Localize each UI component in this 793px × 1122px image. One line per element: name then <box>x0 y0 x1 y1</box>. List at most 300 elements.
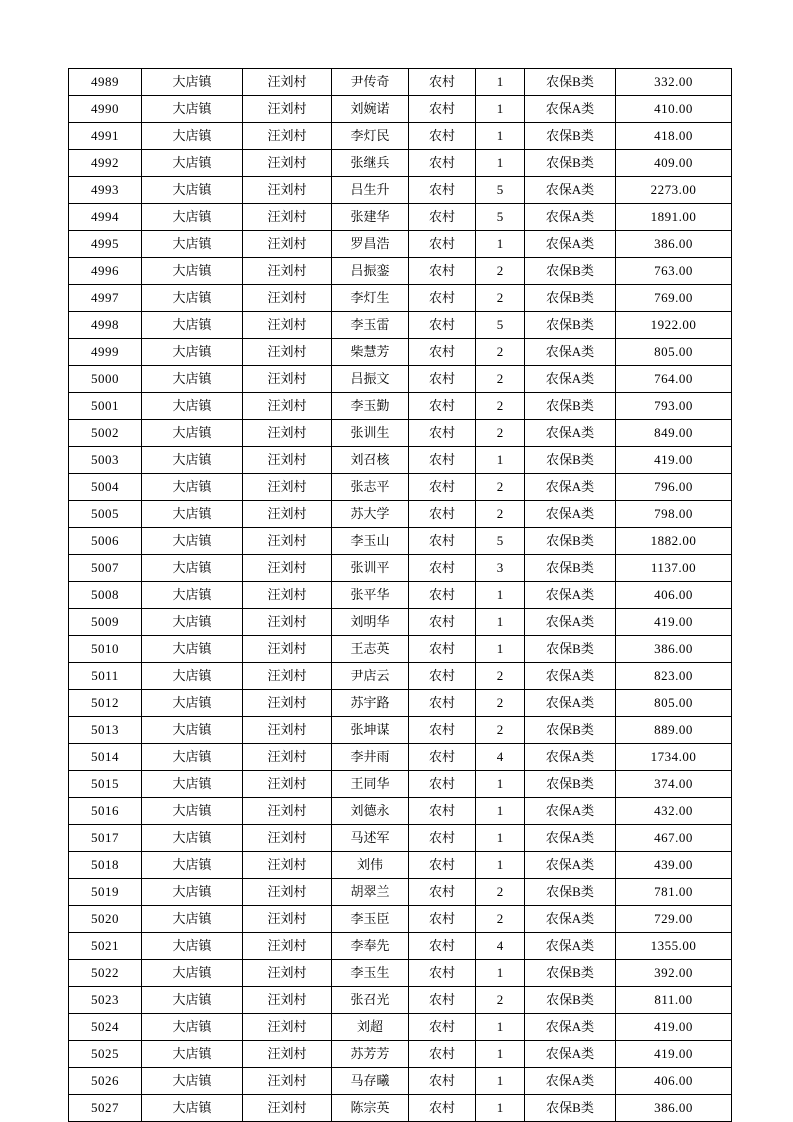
cell-town: 大店镇 <box>142 177 243 204</box>
cell-town: 大店镇 <box>142 798 243 825</box>
cell-person-count: 2 <box>476 501 525 528</box>
cell-name: 张召光 <box>332 987 409 1014</box>
cell-name: 苏大学 <box>332 501 409 528</box>
cell-person-count: 1 <box>476 447 525 474</box>
cell-insurance-category: 农保A类 <box>525 501 616 528</box>
table-row <box>69 339 732 366</box>
cell-person-count: 2 <box>476 906 525 933</box>
cell-village: 汪刘村 <box>243 69 332 96</box>
table-row <box>69 906 732 933</box>
cell-person-count: 1 <box>476 960 525 987</box>
table-row <box>69 204 732 231</box>
cell-household-type: 农村 <box>409 825 476 852</box>
cell-town: 大店镇 <box>142 555 243 582</box>
cell-name: 张继兵 <box>332 150 409 177</box>
cell-household-type: 农村 <box>409 177 476 204</box>
insurance-roster-table <box>68 68 732 1122</box>
table-row <box>69 420 732 447</box>
cell-town: 大店镇 <box>142 258 243 285</box>
cell-person-count: 2 <box>476 420 525 447</box>
cell-name: 张训生 <box>332 420 409 447</box>
cell-amount: 419.00 <box>616 447 732 474</box>
table-row <box>69 150 732 177</box>
cell-insurance-category: 农保B类 <box>525 636 616 663</box>
cell-name: 李玉雷 <box>332 312 409 339</box>
cell-town: 大店镇 <box>142 933 243 960</box>
cell-insurance-category: 农保A类 <box>525 1014 616 1041</box>
cell-amount: 1922.00 <box>616 312 732 339</box>
cell-amount: 805.00 <box>616 690 732 717</box>
cell-amount: 798.00 <box>616 501 732 528</box>
cell-village: 汪刘村 <box>243 582 332 609</box>
cell-town: 大店镇 <box>142 771 243 798</box>
cell-town: 大店镇 <box>142 150 243 177</box>
cell-village: 汪刘村 <box>243 501 332 528</box>
cell-insurance-category: 农保B类 <box>525 987 616 1014</box>
cell-amount: 1137.00 <box>616 555 732 582</box>
cell-household-type: 农村 <box>409 204 476 231</box>
cell-town: 大店镇 <box>142 339 243 366</box>
cell-id: 5016 <box>69 798 142 825</box>
cell-town: 大店镇 <box>142 690 243 717</box>
cell-town: 大店镇 <box>142 231 243 258</box>
cell-household-type: 农村 <box>409 555 476 582</box>
cell-village: 汪刘村 <box>243 258 332 285</box>
cell-insurance-category: 农保B类 <box>525 879 616 906</box>
cell-name: 李玉生 <box>332 960 409 987</box>
cell-person-count: 2 <box>476 366 525 393</box>
cell-insurance-category: 农保B类 <box>525 123 616 150</box>
cell-village: 汪刘村 <box>243 852 332 879</box>
cell-household-type: 农村 <box>409 366 476 393</box>
cell-village: 汪刘村 <box>243 879 332 906</box>
cell-household-type: 农村 <box>409 339 476 366</box>
cell-insurance-category: 农保A类 <box>525 366 616 393</box>
cell-amount: 386.00 <box>616 636 732 663</box>
cell-person-count: 1 <box>476 582 525 609</box>
cell-id: 4995 <box>69 231 142 258</box>
cell-household-type: 农村 <box>409 744 476 771</box>
table-row <box>69 1014 732 1041</box>
cell-town: 大店镇 <box>142 366 243 393</box>
cell-name: 马述军 <box>332 825 409 852</box>
cell-amount: 2273.00 <box>616 177 732 204</box>
cell-person-count: 4 <box>476 744 525 771</box>
cell-household-type: 农村 <box>409 501 476 528</box>
cell-person-count: 4 <box>476 933 525 960</box>
cell-household-type: 农村 <box>409 474 476 501</box>
cell-amount: 889.00 <box>616 717 732 744</box>
cell-household-type: 农村 <box>409 852 476 879</box>
cell-village: 汪刘村 <box>243 1041 332 1068</box>
table-row <box>69 771 732 798</box>
cell-person-count: 5 <box>476 204 525 231</box>
cell-household-type: 农村 <box>409 1068 476 1095</box>
cell-person-count: 2 <box>476 258 525 285</box>
cell-insurance-category: 农保A类 <box>525 204 616 231</box>
table-row <box>69 474 732 501</box>
cell-village: 汪刘村 <box>243 771 332 798</box>
cell-name: 张训平 <box>332 555 409 582</box>
cell-id: 5002 <box>69 420 142 447</box>
cell-person-count: 1 <box>476 96 525 123</box>
cell-id: 4998 <box>69 312 142 339</box>
cell-town: 大店镇 <box>142 582 243 609</box>
table-row <box>69 1041 732 1068</box>
cell-amount: 386.00 <box>616 1095 732 1122</box>
cell-town: 大店镇 <box>142 1014 243 1041</box>
cell-amount: 849.00 <box>616 420 732 447</box>
cell-town: 大店镇 <box>142 123 243 150</box>
cell-amount: 769.00 <box>616 285 732 312</box>
cell-id: 5013 <box>69 717 142 744</box>
cell-village: 汪刘村 <box>243 636 332 663</box>
cell-town: 大店镇 <box>142 1095 243 1122</box>
cell-town: 大店镇 <box>142 609 243 636</box>
table-row <box>69 744 732 771</box>
cell-name: 刘婉诺 <box>332 96 409 123</box>
cell-id: 5025 <box>69 1041 142 1068</box>
cell-household-type: 农村 <box>409 582 476 609</box>
table-row <box>69 231 732 258</box>
cell-id: 5027 <box>69 1095 142 1122</box>
cell-household-type: 农村 <box>409 771 476 798</box>
cell-household-type: 农村 <box>409 1095 476 1122</box>
cell-person-count: 1 <box>476 150 525 177</box>
cell-household-type: 农村 <box>409 258 476 285</box>
cell-village: 汪刘村 <box>243 474 332 501</box>
cell-town: 大店镇 <box>142 744 243 771</box>
cell-amount: 729.00 <box>616 906 732 933</box>
table-row <box>69 501 732 528</box>
cell-id: 5003 <box>69 447 142 474</box>
cell-name: 尹传奇 <box>332 69 409 96</box>
cell-village: 汪刘村 <box>243 528 332 555</box>
cell-person-count: 1 <box>476 1014 525 1041</box>
cell-id: 5024 <box>69 1014 142 1041</box>
table-row <box>69 960 732 987</box>
cell-insurance-category: 农保B类 <box>525 771 616 798</box>
table-row <box>69 1068 732 1095</box>
cell-insurance-category: 农保B类 <box>525 393 616 420</box>
cell-household-type: 农村 <box>409 906 476 933</box>
cell-village: 汪刘村 <box>243 1068 332 1095</box>
cell-village: 汪刘村 <box>243 285 332 312</box>
cell-town: 大店镇 <box>142 636 243 663</box>
cell-village: 汪刘村 <box>243 420 332 447</box>
cell-town: 大店镇 <box>142 204 243 231</box>
cell-amount: 1355.00 <box>616 933 732 960</box>
cell-amount: 811.00 <box>616 987 732 1014</box>
cell-household-type: 农村 <box>409 663 476 690</box>
cell-town: 大店镇 <box>142 312 243 339</box>
cell-name: 吕生升 <box>332 177 409 204</box>
cell-insurance-category: 农保B类 <box>525 1095 616 1122</box>
cell-amount: 763.00 <box>616 258 732 285</box>
cell-insurance-category: 农保A类 <box>525 474 616 501</box>
cell-id: 4997 <box>69 285 142 312</box>
cell-person-count: 1 <box>476 771 525 798</box>
cell-id: 5020 <box>69 906 142 933</box>
cell-village: 汪刘村 <box>243 339 332 366</box>
cell-person-count: 1 <box>476 1041 525 1068</box>
cell-id: 5007 <box>69 555 142 582</box>
cell-insurance-category: 农保A类 <box>525 609 616 636</box>
cell-id: 5010 <box>69 636 142 663</box>
cell-village: 汪刘村 <box>243 177 332 204</box>
cell-insurance-category: 农保B类 <box>525 150 616 177</box>
cell-village: 汪刘村 <box>243 366 332 393</box>
cell-person-count: 1 <box>476 609 525 636</box>
cell-name: 李奉先 <box>332 933 409 960</box>
cell-id: 5005 <box>69 501 142 528</box>
table-row <box>69 555 732 582</box>
cell-person-count: 2 <box>476 474 525 501</box>
cell-village: 汪刘村 <box>243 204 332 231</box>
cell-town: 大店镇 <box>142 69 243 96</box>
cell-id: 5021 <box>69 933 142 960</box>
cell-id: 4994 <box>69 204 142 231</box>
cell-insurance-category: 农保B类 <box>525 555 616 582</box>
cell-household-type: 农村 <box>409 960 476 987</box>
cell-amount: 410.00 <box>616 96 732 123</box>
cell-insurance-category: 农保A类 <box>525 231 616 258</box>
cell-id: 4999 <box>69 339 142 366</box>
cell-name: 张志平 <box>332 474 409 501</box>
cell-amount: 419.00 <box>616 1041 732 1068</box>
cell-person-count: 2 <box>476 393 525 420</box>
cell-id: 5018 <box>69 852 142 879</box>
cell-amount: 764.00 <box>616 366 732 393</box>
cell-town: 大店镇 <box>142 825 243 852</box>
cell-village: 汪刘村 <box>243 960 332 987</box>
cell-household-type: 农村 <box>409 690 476 717</box>
cell-insurance-category: 农保B类 <box>525 258 616 285</box>
cell-name: 王同华 <box>332 771 409 798</box>
cell-id: 5026 <box>69 1068 142 1095</box>
cell-id: 4989 <box>69 69 142 96</box>
cell-household-type: 农村 <box>409 96 476 123</box>
cell-insurance-category: 农保A类 <box>525 1041 616 1068</box>
cell-town: 大店镇 <box>142 474 243 501</box>
cell-person-count: 1 <box>476 1068 525 1095</box>
cell-name: 张平华 <box>332 582 409 609</box>
table-row <box>69 1095 732 1122</box>
cell-person-count: 1 <box>476 852 525 879</box>
cell-person-count: 1 <box>476 636 525 663</box>
cell-village: 汪刘村 <box>243 1014 332 1041</box>
cell-person-count: 5 <box>476 312 525 339</box>
cell-amount: 439.00 <box>616 852 732 879</box>
cell-household-type: 农村 <box>409 798 476 825</box>
cell-amount: 796.00 <box>616 474 732 501</box>
cell-village: 汪刘村 <box>243 393 332 420</box>
cell-name: 李玉勤 <box>332 393 409 420</box>
cell-id: 4992 <box>69 150 142 177</box>
cell-id: 5000 <box>69 366 142 393</box>
cell-insurance-category: 农保A类 <box>525 933 616 960</box>
cell-name: 柴慧芳 <box>332 339 409 366</box>
cell-name: 吕振文 <box>332 366 409 393</box>
cell-name: 刘明华 <box>332 609 409 636</box>
cell-name: 苏宇路 <box>332 690 409 717</box>
table-row <box>69 123 732 150</box>
cell-household-type: 农村 <box>409 393 476 420</box>
cell-id: 5008 <box>69 582 142 609</box>
cell-household-type: 农村 <box>409 285 476 312</box>
table-body <box>69 69 732 1122</box>
cell-insurance-category: 农保A类 <box>525 177 616 204</box>
cell-amount: 793.00 <box>616 393 732 420</box>
cell-insurance-category: 农保B类 <box>525 69 616 96</box>
cell-person-count: 1 <box>476 1095 525 1122</box>
table-row <box>69 798 732 825</box>
cell-village: 汪刘村 <box>243 312 332 339</box>
cell-person-count: 2 <box>476 690 525 717</box>
table-row <box>69 393 732 420</box>
cell-household-type: 农村 <box>409 879 476 906</box>
cell-town: 大店镇 <box>142 987 243 1014</box>
cell-person-count: 1 <box>476 123 525 150</box>
cell-town: 大店镇 <box>142 501 243 528</box>
cell-insurance-category: 农保B类 <box>525 285 616 312</box>
cell-id: 5017 <box>69 825 142 852</box>
cell-village: 汪刘村 <box>243 447 332 474</box>
cell-household-type: 农村 <box>409 123 476 150</box>
table-row <box>69 825 732 852</box>
cell-person-count: 2 <box>476 879 525 906</box>
cell-insurance-category: 农保A类 <box>525 420 616 447</box>
cell-town: 大店镇 <box>142 906 243 933</box>
table-row <box>69 528 732 555</box>
cell-village: 汪刘村 <box>243 717 332 744</box>
cell-id: 5014 <box>69 744 142 771</box>
cell-id: 5009 <box>69 609 142 636</box>
table-row <box>69 717 732 744</box>
cell-insurance-category: 农保B类 <box>525 528 616 555</box>
table-row <box>69 609 732 636</box>
cell-insurance-category: 农保B类 <box>525 960 616 987</box>
cell-id: 4993 <box>69 177 142 204</box>
cell-amount: 467.00 <box>616 825 732 852</box>
cell-person-count: 2 <box>476 663 525 690</box>
cell-id: 5023 <box>69 987 142 1014</box>
cell-person-count: 5 <box>476 177 525 204</box>
cell-insurance-category: 农保A类 <box>525 798 616 825</box>
cell-insurance-category: 农保A类 <box>525 906 616 933</box>
cell-name: 马存曦 <box>332 1068 409 1095</box>
cell-village: 汪刘村 <box>243 933 332 960</box>
cell-village: 汪刘村 <box>243 123 332 150</box>
cell-id: 5015 <box>69 771 142 798</box>
cell-town: 大店镇 <box>142 663 243 690</box>
cell-id: 5019 <box>69 879 142 906</box>
cell-town: 大店镇 <box>142 96 243 123</box>
cell-name: 罗昌浩 <box>332 231 409 258</box>
cell-village: 汪刘村 <box>243 744 332 771</box>
cell-town: 大店镇 <box>142 960 243 987</box>
cell-insurance-category: 农保A类 <box>525 663 616 690</box>
table-row <box>69 285 732 312</box>
cell-name: 李灯生 <box>332 285 409 312</box>
cell-name: 刘超 <box>332 1014 409 1041</box>
cell-insurance-category: 农保B类 <box>525 717 616 744</box>
cell-village: 汪刘村 <box>243 96 332 123</box>
cell-name: 吕振銮 <box>332 258 409 285</box>
table-row <box>69 366 732 393</box>
table-row <box>69 582 732 609</box>
cell-amount: 406.00 <box>616 582 732 609</box>
cell-village: 汪刘村 <box>243 663 332 690</box>
cell-town: 大店镇 <box>142 1068 243 1095</box>
cell-village: 汪刘村 <box>243 1095 332 1122</box>
cell-amount: 823.00 <box>616 663 732 690</box>
cell-amount: 419.00 <box>616 609 732 636</box>
table-row <box>69 96 732 123</box>
cell-person-count: 2 <box>476 987 525 1014</box>
cell-amount: 805.00 <box>616 339 732 366</box>
cell-name: 李玉臣 <box>332 906 409 933</box>
cell-village: 汪刘村 <box>243 690 332 717</box>
cell-amount: 1891.00 <box>616 204 732 231</box>
table-row <box>69 636 732 663</box>
cell-village: 汪刘村 <box>243 987 332 1014</box>
cell-amount: 406.00 <box>616 1068 732 1095</box>
cell-person-count: 2 <box>476 285 525 312</box>
cell-name: 张建华 <box>332 204 409 231</box>
cell-amount: 781.00 <box>616 879 732 906</box>
cell-person-count: 2 <box>476 339 525 366</box>
cell-person-count: 2 <box>476 717 525 744</box>
table-row <box>69 690 732 717</box>
cell-town: 大店镇 <box>142 393 243 420</box>
cell-household-type: 农村 <box>409 528 476 555</box>
cell-name: 刘伟 <box>332 852 409 879</box>
cell-id: 5012 <box>69 690 142 717</box>
cell-town: 大店镇 <box>142 879 243 906</box>
cell-person-count: 3 <box>476 555 525 582</box>
cell-amount: 432.00 <box>616 798 732 825</box>
cell-village: 汪刘村 <box>243 798 332 825</box>
cell-household-type: 农村 <box>409 420 476 447</box>
table-row <box>69 258 732 285</box>
cell-amount: 332.00 <box>616 69 732 96</box>
cell-insurance-category: 农保A类 <box>525 852 616 879</box>
cell-id: 5004 <box>69 474 142 501</box>
cell-village: 汪刘村 <box>243 150 332 177</box>
cell-name: 刘召核 <box>332 447 409 474</box>
cell-town: 大店镇 <box>142 852 243 879</box>
table-row <box>69 933 732 960</box>
cell-name: 胡翠兰 <box>332 879 409 906</box>
cell-household-type: 农村 <box>409 1014 476 1041</box>
cell-name: 刘德永 <box>332 798 409 825</box>
cell-household-type: 农村 <box>409 69 476 96</box>
cell-village: 汪刘村 <box>243 825 332 852</box>
cell-name: 尹店云 <box>332 663 409 690</box>
cell-household-type: 农村 <box>409 312 476 339</box>
cell-name: 李井雨 <box>332 744 409 771</box>
cell-town: 大店镇 <box>142 717 243 744</box>
cell-name: 陈宗英 <box>332 1095 409 1122</box>
cell-town: 大店镇 <box>142 1041 243 1068</box>
cell-id: 5006 <box>69 528 142 555</box>
cell-insurance-category: 农保A类 <box>525 96 616 123</box>
cell-person-count: 1 <box>476 69 525 96</box>
cell-name: 张坤谋 <box>332 717 409 744</box>
cell-insurance-category: 农保B类 <box>525 312 616 339</box>
cell-household-type: 农村 <box>409 1041 476 1068</box>
